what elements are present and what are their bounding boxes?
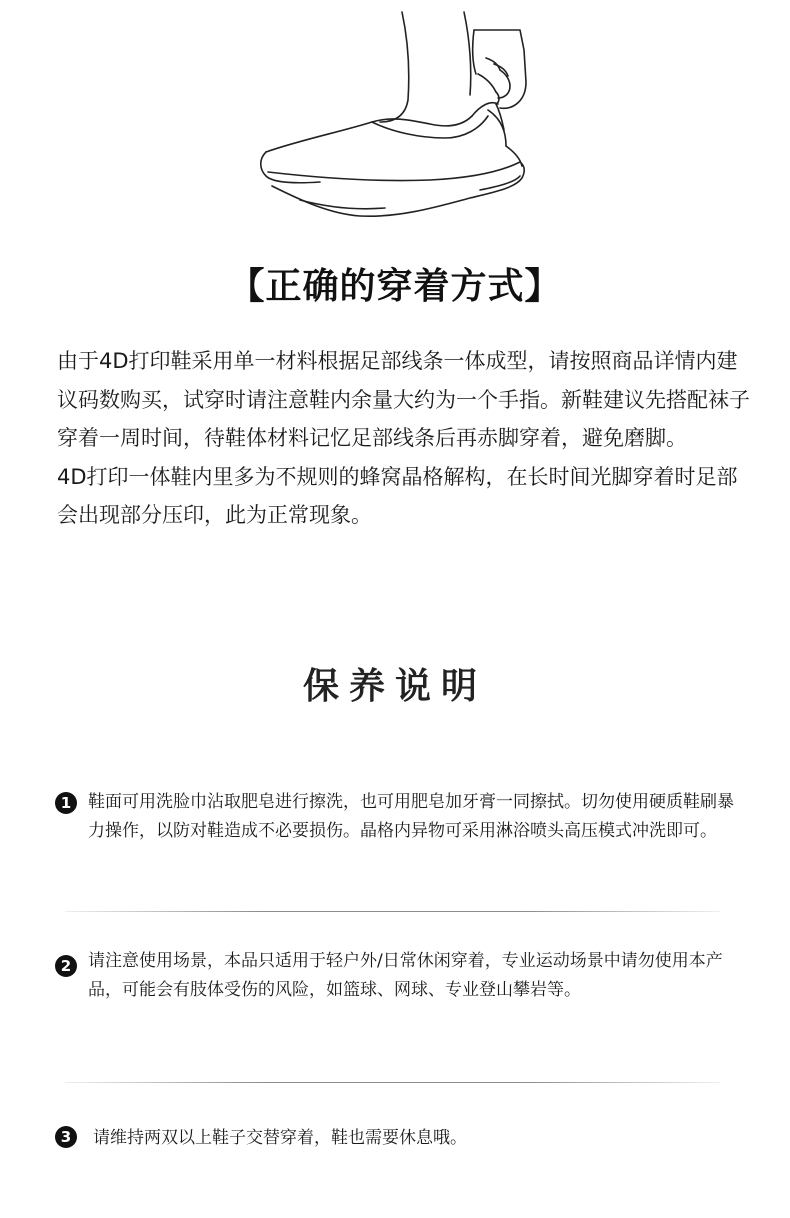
care-item-text: 请维持两双以上鞋子交替穿着，鞋也需要休息哦。 — [93, 1128, 467, 1148]
wear-guide-title: 【正确的穿着方式】 — [228, 266, 562, 307]
care-item-number-badge: 3 — [55, 1126, 77, 1148]
care-item-text: 鞋面可用洗脸巾沾取肥皂进行擦洗，也可用肥皂加牙膏一同擦拭。切勿使用硬质鞋刷暴力操作，以防对鞋造成不必要损伤。晶格内异物可采用淋浴喷头高压模式冲洗即可。 — [88, 792, 734, 841]
wear-guide-paragraph: 4D打印一体鞋内里多为不规则的蜂窝晶格解构，在长时间光脚穿着时足部会出现部分压印，此为正常现象。 — [57, 464, 738, 527]
care-divider — [65, 1082, 720, 1083]
care-item-number-badge: 1 — [55, 792, 77, 814]
wear-guide-paragraph: 由于4D打印鞋采用单一材料根据足部线条一体成型，请按照商品详情内建议码数购买，试穿时请注意鞋内余量大约为一个手指。新鞋建议先搭配袜子穿着一周时间，待鞋体材料记忆足部线条后再赤脚穿着，避免磨脚。 — [57, 349, 750, 450]
care-divider — [65, 911, 720, 912]
care-item-number-badge: 2 — [55, 955, 77, 977]
shoe-wearing-illustration-icon — [0, 0, 790, 240]
care-item-text: 请注意使用场景，本品只适用于轻户外/日常休闲穿着，专业运动场景中请勿使用本产品，可能会有肢体受伤的风险，如篮球、网球、专业登山攀岩等。 — [88, 951, 723, 1000]
care-instructions-title: 保养说明 — [302, 666, 487, 707]
wear-guide-body — [57, 342, 757, 535]
